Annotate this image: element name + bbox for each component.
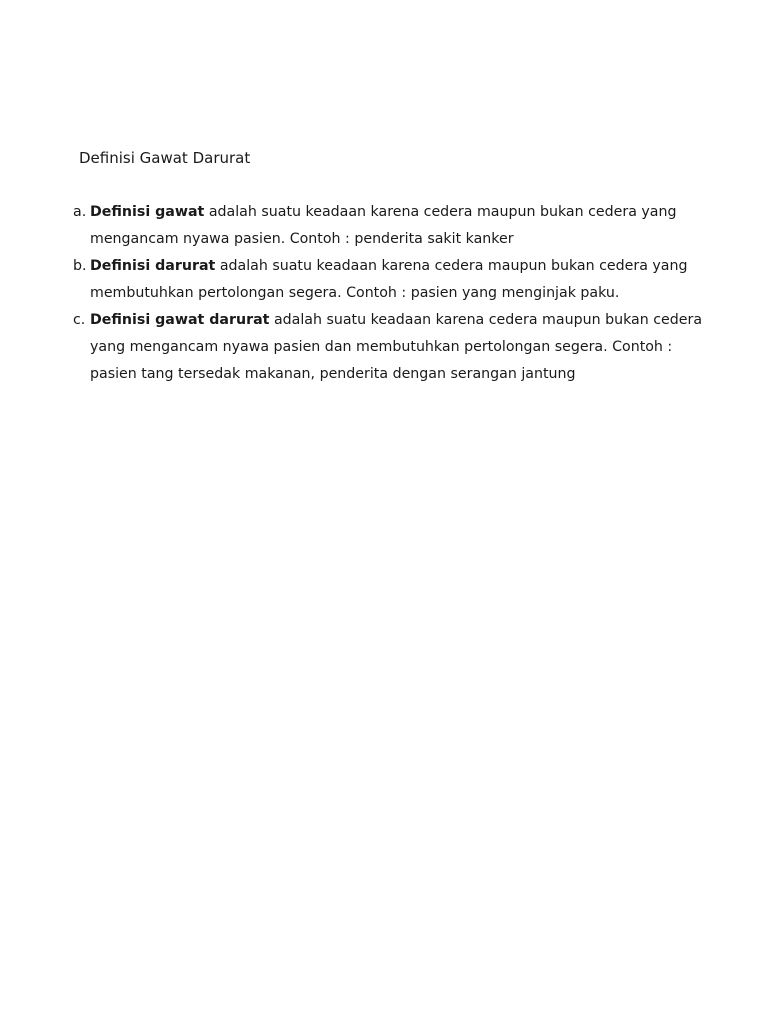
definition-item-gawat [73, 199, 703, 253]
list-marker: c. [73, 312, 86, 328]
definition-text: adalah suatu keadaan karena cedera maupun bukan cedera yang mengancam nyawa pasien. Contoh : penderita sakit kanker [90, 204, 677, 247]
definition-term: Definisi gawat darurat [90, 312, 270, 328]
list-marker: b. [73, 258, 87, 274]
definition-list [73, 199, 703, 388]
definition-text: adalah suatu keadaan karena cedera maupun bukan cedera yang membutuhkan pertolongan segera. Contoh : pasien yang menginjak paku. [90, 258, 688, 301]
definition-item-darurat [73, 253, 703, 307]
definition-item-gawat-darurat [73, 307, 703, 388]
definition-term: Definisi darurat [90, 258, 216, 274]
definition-text: adalah suatu keadaan karena cedera maupun bukan cedera yang mengancam nyawa pasien dan membutuhkan pertolongan segera. Contoh : pasien tang tersedak makanan, penderita dengan serangan jantung [90, 312, 703, 382]
list-marker: a. [73, 204, 87, 220]
document-title: Definisi Gawat Darurat [79, 149, 251, 167]
definition-term: Definisi gawat [90, 204, 205, 220]
